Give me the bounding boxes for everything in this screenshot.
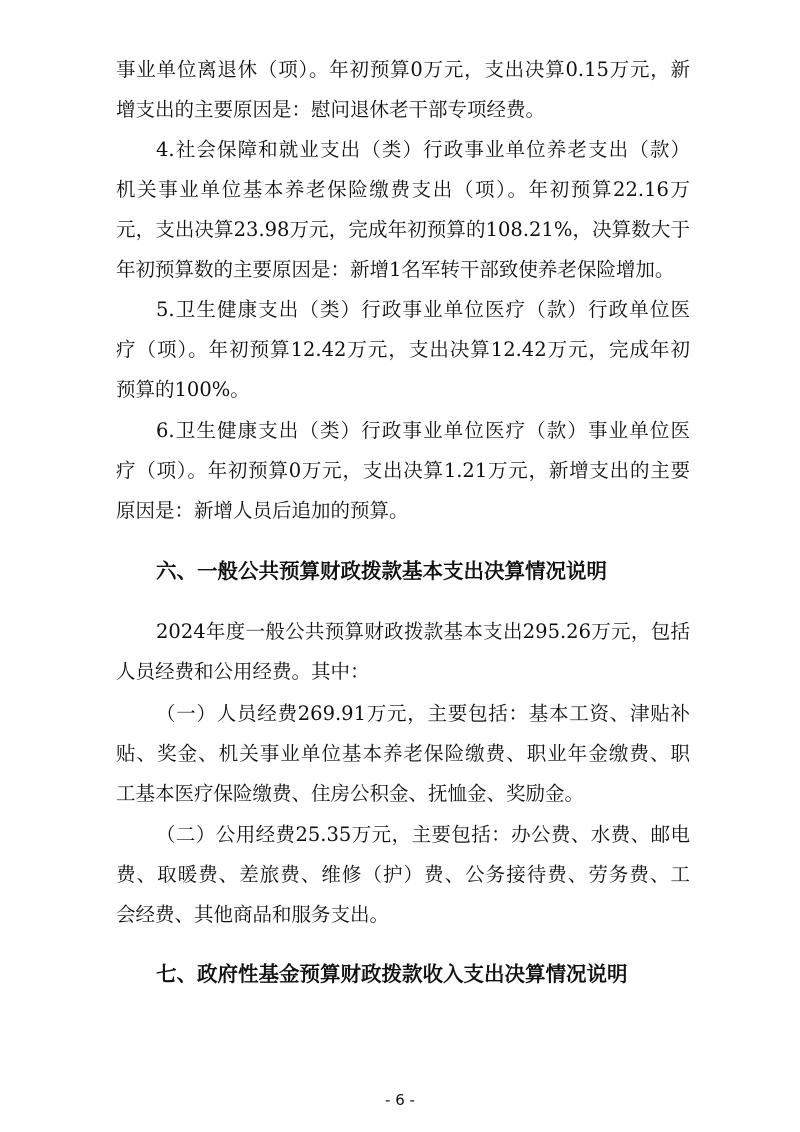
paragraph-line: 5.卫生健康支出（类）行政事业单位医疗（款）行政单位医 bbox=[156, 298, 690, 321]
paragraph-line: 6.卫生健康支出（类）行政事业单位医疗（款）事业单位医 bbox=[156, 419, 690, 442]
paragraph-line: 2024年度一般公共预算财政拨款基本支出295.26万元，包括 bbox=[156, 620, 690, 643]
paragraph-line: 元，支出决算23.98万元，完成年初预算的108.21%，决算数大于 bbox=[116, 218, 690, 241]
paragraph-line: 费、取暖费、差旅费、维修（护）费、公务接待费、劳务费、工 bbox=[116, 863, 690, 886]
paragraph-line: 预算的100%。 bbox=[116, 378, 250, 401]
paragraph-line: 原因是：新增人员后追加的预算。 bbox=[116, 499, 409, 522]
paragraph-line: （一）人员经费269.91万元，主要包括：基本工资、津贴补 bbox=[156, 702, 690, 725]
paragraph-line: 年初预算数的主要原因是：新增1名军转干部致使养老保险增加。 bbox=[116, 258, 675, 281]
page-number: - 6 - bbox=[385, 1091, 415, 1109]
paragraph-line: 疗（项）。年初预算0万元，支出决算1.21万元，新增支出的主要 bbox=[116, 459, 690, 482]
section-heading: 七、政府性基金预算财政拨款收入支出决算情况说明 bbox=[156, 962, 628, 986]
paragraph-line: 会经费、其他商品和服务支出。 bbox=[116, 903, 390, 926]
section-heading: 六、一般公共预算财政拨款基本支出决算情况说明 bbox=[156, 559, 607, 583]
paragraph-line: 4.社会保障和就业支出（类）行政事业单位养老支出（款） bbox=[156, 138, 690, 161]
paragraph-line: （二）公用经费25.35万元，主要包括：办公费、水费、邮电 bbox=[156, 823, 690, 846]
paragraph-line: 人员经费和公用经费。其中： bbox=[116, 660, 370, 683]
paragraph-line: 疗（项）。年初预算12.42万元，支出决算12.42万元，完成年初 bbox=[116, 338, 690, 361]
paragraph-line: 机关事业单位基本养老保险缴费支出（项）。年初预算22.16万 bbox=[116, 178, 690, 201]
paragraph-line: 工基本医疗保险缴费、住房公积金、抚恤金、奖励金。 bbox=[116, 782, 585, 805]
paragraph-line: 增支出的主要原因是：慰问退休老干部专项经费。 bbox=[116, 98, 546, 121]
paragraph-line: 事业单位离退休（项）。年初预算0万元，支出决算0.15万元，新 bbox=[116, 58, 690, 81]
paragraph-line: 贴、奖金、机关事业单位基本养老保险缴费、职业年金缴费、职 bbox=[116, 742, 690, 765]
